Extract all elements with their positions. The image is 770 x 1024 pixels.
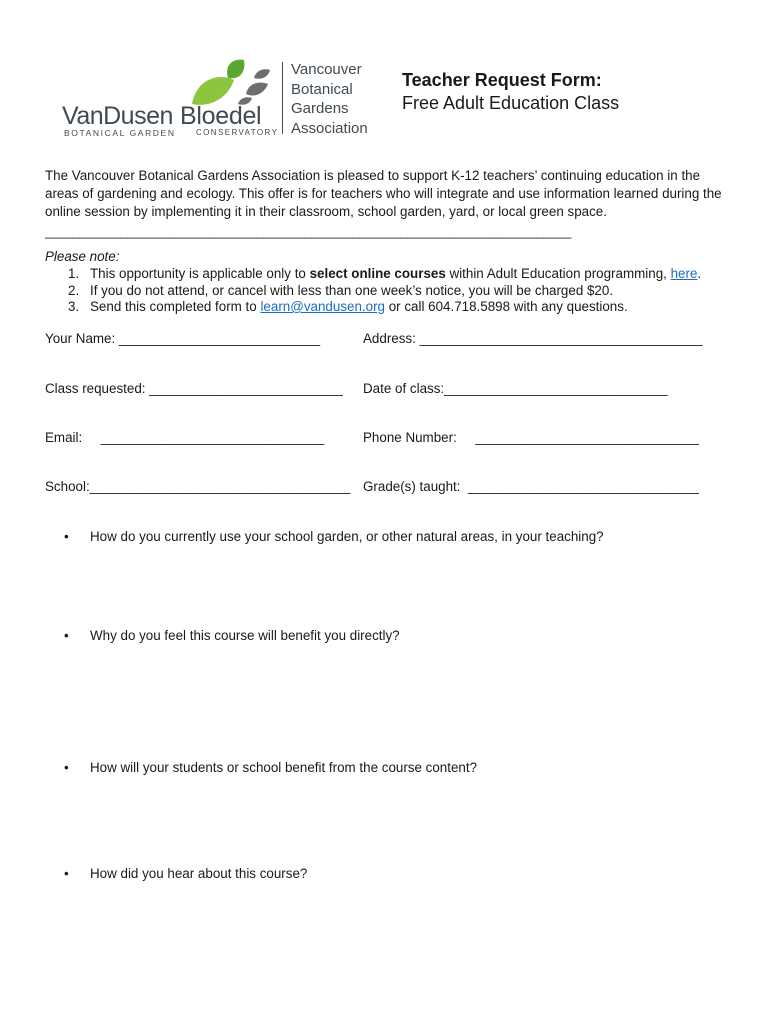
vandusen-logo-text: VanDusen [62,102,173,130]
note-text: Send this completed form to [90,299,261,314]
date-of-class-field[interactable]: Date of class:______________________________ [363,381,668,396]
note-bold-text: select online courses [309,266,446,281]
email-field[interactable]: Email: ______________________________ [45,430,325,445]
form-title: Teacher Request Form: [402,70,602,90]
question-item[interactable] [64,760,477,775]
vbga-line: Botanical [291,80,353,98]
note-text: or call 604.718.5898 with any questions. [384,299,628,314]
question-text: How will your students or school benefit from the course content? [90,760,478,775]
question-text: How do you currently use your school garden, or other natural areas, in your teaching? [90,529,604,544]
separator-line: _____________________________________________________________________________ [45,224,571,239]
question-item[interactable] [64,529,604,544]
question-item[interactable] [64,866,307,881]
note-item-3 [68,299,628,314]
note-text: within Adult Education programming, [445,266,671,281]
note-number: 1. [68,266,80,281]
vbga-logo-text [291,60,368,138]
school-field[interactable]: School:___________________________________ [45,479,351,494]
logo-divider [282,62,283,134]
class-requested-field[interactable]: Class requested: __________________________ [45,381,343,396]
note-number: 2. [68,283,80,298]
here-link[interactable]: here [670,266,698,281]
form-subtitle: Free Adult Education Class [402,93,620,113]
note-label: Please note: [45,249,120,264]
vbga-line: Vancouver [291,61,362,78]
note-text: If you do not attend, or cancel with less than one week’s notice, you will be charged $20. [90,283,614,298]
question-text: Why do you feel this course will benefit you directly? [90,628,400,643]
vbga-line: Gardens [291,100,349,117]
note-item-1 [68,266,701,281]
your-name-field[interactable]: Your Name: ___________________________ [45,331,321,346]
bullet-icon: • [64,760,69,775]
grades-taught-field[interactable]: Grade(s) taught: _______________________________ [363,479,699,494]
note-text: This opportunity is applicable only to [90,266,310,281]
bullet-icon: • [64,866,69,881]
question-item[interactable] [64,628,400,643]
vandusen-logo-subtext: BOTANICAL GARDEN [64,128,176,138]
bullet-icon: • [64,628,69,643]
question-text: How did you hear about this course? [90,866,308,881]
phone-number-field[interactable]: Phone Number: ______________________________ [363,430,699,445]
note-number: 3. [68,299,80,314]
bloedel-logo-subtext: CONSERVATORY [196,128,279,137]
vbga-line: Association [291,119,368,137]
intro-paragraph: The Vancouver Botanical Gardens Association is pleased to support K-12 teachers’ continuing education in the areas of gardening and ecology. This offer is for teachers who will integrate and use information learned during the online session by implementing it in their classroom, school garden, yard, or local green space. [45,168,722,219]
note-item-2 [68,283,613,298]
email-link[interactable]: learn@vandusen.org [260,299,385,314]
note-text: . [697,266,702,281]
bloedel-logo-text: Bloedel [180,102,262,130]
address-field[interactable]: Address: ______________________________________ [363,331,703,346]
bullet-icon: • [64,529,69,544]
